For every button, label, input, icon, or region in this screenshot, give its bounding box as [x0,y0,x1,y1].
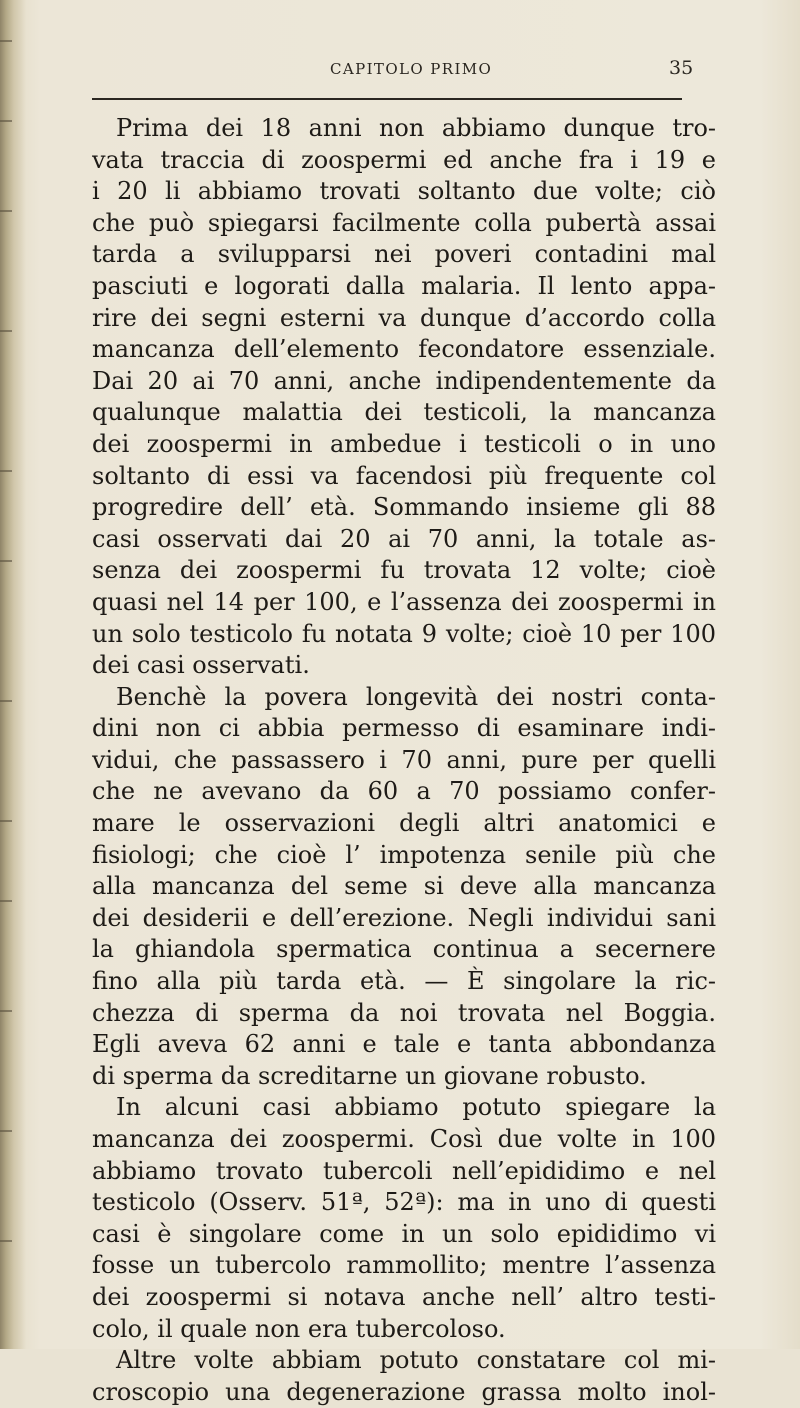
text-line: fino alla più tarda età. — È singolare la ric- [92,967,716,996]
text-line: mancanza dei zoospermi. Così due volte in 100 [92,1125,716,1153]
text-line: quasi nel 14 per 100, e l’assenza dei zoospermi in [92,587,716,616]
text-line: tarda a svilupparsi nei poveri contadini mal [92,240,716,269]
body-text [92,113,716,1408]
header-rule [92,98,682,100]
text-line: Dai 20 ai 70 anni, anche indipendentemente da [92,366,716,395]
text-line: la ghiandola spermatica continua a secernere [92,935,716,964]
text-line: Altre volte abbiam potuto constatare col mi- [116,1346,716,1375]
text-line: dini non ci abbia permesso di esaminare indi- [92,714,716,743]
spine-mark [0,1130,12,1132]
text-line: Prima dei 18 anni non abbiamo dunque tro- [116,114,716,142]
page-number: 35 [669,57,694,79]
spine-mark [0,120,12,122]
text-line: mancanza dell’elemento fecondatore essenziale. [92,335,716,364]
text-line: alla mancanza del seme si deve alla mancanza [92,872,716,901]
spine-mark [0,560,12,562]
paragraph [92,113,716,682]
text-line: vidui, che passassero i 70 anni, pure per quelli [92,745,716,774]
text-line: un solo testicolo fu notata 9 volte; cioè 10 per 100 [92,619,716,648]
text-line: dei desiderii e dell’erezione. Negli individui sani [92,903,716,932]
text-line: senza dei zoospermi fu trovata 12 volte; cioè [92,556,716,585]
text-line: pasciuti e logorati dalla malaria. Il lento appa- [92,271,716,300]
text-line: vata traccia di zoospermi ed anche fra i 19 e [92,145,716,174]
text-line: casi osservati dai 20 ai 70 anni, la totale as- [92,524,716,553]
spine-mark [0,1240,12,1242]
text-line: fosse un tubercolo rammollito; mentre l’assenza [92,1251,716,1280]
text-line: mare le osservazioni degli altri anatomici e [92,809,716,838]
paragraph [92,682,716,1093]
text-line: In alcuni casi abbiamo potuto spiegare la [116,1093,716,1122]
text-line: croscopio una degenerazione grassa molto inol- [92,1377,716,1406]
page-header [0,56,800,86]
text-line: che può spiegarsi facilmente colla pubertà assai [92,208,716,237]
text-line: Benchè la povera longevità dei nostri conta- [116,682,716,711]
text-line: di sperma da screditarne un giovane robusto. [92,1061,647,1090]
text-line: progredire dell’ età. Sommando insieme gli 88 [92,493,716,522]
text-line: colo, il quale non era tubercoloso. [92,1314,506,1343]
spine-mark [0,470,12,472]
text-line: casi è singolare come in un solo epididimo vi [92,1219,716,1248]
book-spine-shadow [0,0,26,1349]
running-head: CAPITOLO PRIMO [330,60,493,78]
text-line: qualunque malattia dei testicoli, la mancanza [92,398,716,427]
text-line: dei zoospermi in ambedue i testicoli o in uno [92,429,716,458]
text-line: che ne avevano da 60 a 70 possiamo confer- [92,777,716,806]
text-line: dei zoospermi si notava anche nell’ altro testi- [92,1282,716,1311]
spine-mark [0,900,12,902]
spine-mark [0,700,12,702]
text-line: abbiamo trovato tubercoli nell’epididimo e nel [92,1156,716,1185]
text-line: rire dei segni esterni va dunque d’accordo colla [92,303,716,332]
text-line: Egli aveva 62 anni e tale e tanta abbondanza [92,1030,716,1059]
paragraph [92,1345,716,1408]
paragraph [92,1092,716,1345]
spine-mark [0,40,12,42]
text-line: dei casi osservati. [92,651,310,680]
text-line: chezza di sperma da noi trovata nel Boggia. [92,998,716,1027]
spine-mark [0,1010,12,1012]
spine-mark [0,820,12,822]
spine-mark [0,210,12,212]
text-line: fisiologi; che cioè l’ impotenza senile più che [92,840,716,869]
spine-mark [0,330,12,332]
text-line: i 20 li abbiamo trovati soltanto due volte; ciò [92,177,716,206]
text-line: soltanto di essi va facendosi più frequente col [92,461,716,490]
text-line: testicolo (Osserv. 51ª, 52ª): ma in uno di questi [92,1188,716,1217]
